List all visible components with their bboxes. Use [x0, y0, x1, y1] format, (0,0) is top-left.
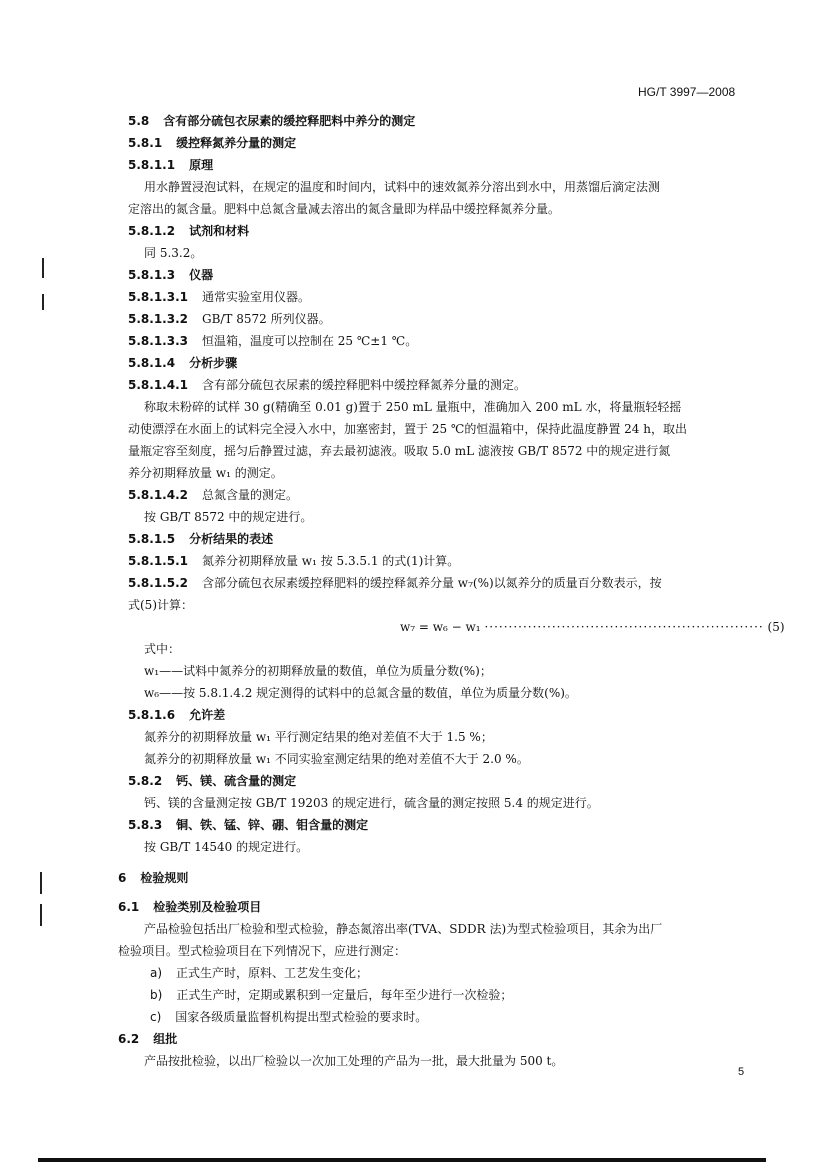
paragraph-line: 量瓶定容至刻度，摇匀后静置过滤，弃去最初滤液。吸取 5.0 mL 滤液按 GB/T 8572 中的规定进行氮	[128, 444, 671, 458]
symbol-definition: w₆——按 5.8.1.4.2 规定测得的试料中的总氮含量的数值，单位为质量分数(%)。	[144, 686, 577, 700]
scan-margin-mark	[42, 294, 44, 310]
heading-6-2: 6.2 组批	[118, 1032, 178, 1046]
scan-margin-mark	[42, 258, 44, 278]
formula-leader-dots: ··························································	[484, 620, 764, 634]
heading-5-8-1-1: 5.8.1.1 原理	[128, 158, 214, 172]
list-item-b: b) 正式生产时，定期或累积到一定量后，每年至少进行一次检验；	[150, 988, 513, 1002]
clause-5-8-1-3-3: 5.8.1.3.3 恒温箱，温度可以控制在 25 ℃±1 ℃。	[128, 334, 418, 348]
where-label: 式中：	[144, 642, 181, 656]
heading-6-1: 6.1 检验类别及检验项目	[118, 900, 262, 914]
heading-5-8: 5.8 含有部分硫包衣尿素的缓控释肥料中养分的测定	[128, 114, 416, 128]
heading-5-8-3: 5.8.3 铜、铁、锰、锌、硼、钼含量的测定	[128, 818, 369, 832]
clause-5-8-1-5-1: 5.8.1.5.1 氮养分初期释放量 w₁ 按 5.3.5.1 的式(1)计算。	[128, 554, 460, 568]
paragraph-line: 氮养分的初期释放量 w₁ 平行测定结果的绝对差值不大于 1.5 %；	[144, 730, 493, 744]
list-item-c: c) 国家各级质量监督机构提出型式检验的要求时。	[150, 1010, 428, 1024]
paragraph-line: 动使漂浮在水面上的试料完全浸入水中，加塞密封，置于 25 ℃的恒温箱中，保持此温度静置 24 h，取出	[128, 422, 687, 436]
clause-5-8-1-3-1: 5.8.1.3.1 通常实验室用仪器。	[128, 290, 310, 304]
paragraph-line: 产品检验包括出厂检验和型式检验，静态氮溶出率(TVA、SDDR 法)为型式检验项目，其余为出厂	[144, 922, 663, 936]
paragraph-line: 检验项目。型式检验项目在下列情况下，应进行测定：	[118, 944, 407, 958]
heading-5-8-2: 5.8.2 钙、镁、硫含量的测定	[128, 774, 297, 788]
chapter-heading-6: 6 检验规则	[118, 871, 189, 885]
paragraph-line: 氮养分的初期释放量 w₁ 不同实验室测定结果的绝对差值不大于 2.0 %。	[144, 752, 529, 766]
paragraph-line: 养分初期释放量 w₁ 的测定。	[128, 466, 283, 480]
paragraph-line: 同 5.3.2。	[144, 246, 203, 260]
paragraph-line: 钙、镁的含量测定按 GB/T 19203 的规定进行，硫含量的测定按照 5.4 的规定进行。	[144, 796, 599, 810]
paragraph-line: 定溶出的氮含量。肥料中总氮含量减去溶出的氮含量即为样品中缓控释氮养分量。	[128, 202, 561, 216]
formula-expression: w₇ = w₆ − w₁	[400, 620, 481, 634]
clause-5-8-1-4-2: 5.8.1.4.2 总氮含量的测定。	[128, 488, 298, 502]
symbol-definition: w₁——试料中氮养分的初期释放量的数值，单位为质量分数(%)；	[144, 664, 492, 678]
formula-5	[400, 619, 785, 635]
clause-5-8-1-5-2: 5.8.1.5.2 含部分硫包衣尿素缓控释肥料的缓控释氮养分量 w₇(%)以氮养分的质量百分数表示，按	[128, 576, 662, 590]
formula-number: (5)	[767, 620, 785, 634]
scan-margin-mark	[40, 872, 42, 894]
heading-5-8-1-4: 5.8.1.4 分析步骤	[128, 356, 238, 370]
scan-bottom-edge	[38, 1158, 766, 1162]
heading-5-8-1-5: 5.8.1.5 分析结果的表述	[128, 532, 274, 546]
paragraph-line: 按 GB/T 14540 的规定进行。	[144, 840, 309, 854]
heading-5-8-1-3: 5.8.1.3 仪器	[128, 268, 214, 282]
paragraph-line: 用水静置浸泡试料，在规定的温度和时间内，试料中的速效氮养分溶出到水中，用蒸馏后滴定法测	[144, 180, 661, 194]
clause-5-8-1-3-2: 5.8.1.3.2 GB/T 8572 所列仪器。	[128, 312, 331, 326]
heading-5-8-1-2: 5.8.1.2 试剂和材料	[128, 224, 250, 238]
list-item-a: a) 正式生产时，原料、工艺发生变化；	[150, 966, 369, 980]
clause-5-8-1-4-1: 5.8.1.4.1 含有部分硫包衣尿素的缓控释肥料中缓控释氮养分量的测定。	[128, 378, 526, 392]
standard-number: HG/T 3997—2008	[638, 85, 736, 99]
paragraph-line: 式(5)计算：	[128, 598, 193, 612]
page-number: 5	[738, 1066, 745, 1078]
heading-5-8-1-6: 5.8.1.6 允许差	[128, 708, 226, 722]
paragraph-line: 称取未粉碎的试样 30 g(精确至 0.01 g)置于 250 mL 量瓶中，准确加入 200 mL 水，将量瓶轻轻摇	[144, 400, 682, 414]
paragraph-line: 产品按批检验，以出厂检验以一次加工处理的产品为一批，最大批量为 500 t。	[144, 1054, 564, 1068]
heading-5-8-1: 5.8.1 缓控释氮养分量的测定	[128, 136, 297, 150]
scan-margin-mark	[40, 904, 42, 926]
paragraph-line: 按 GB/T 8572 中的规定进行。	[144, 510, 313, 524]
